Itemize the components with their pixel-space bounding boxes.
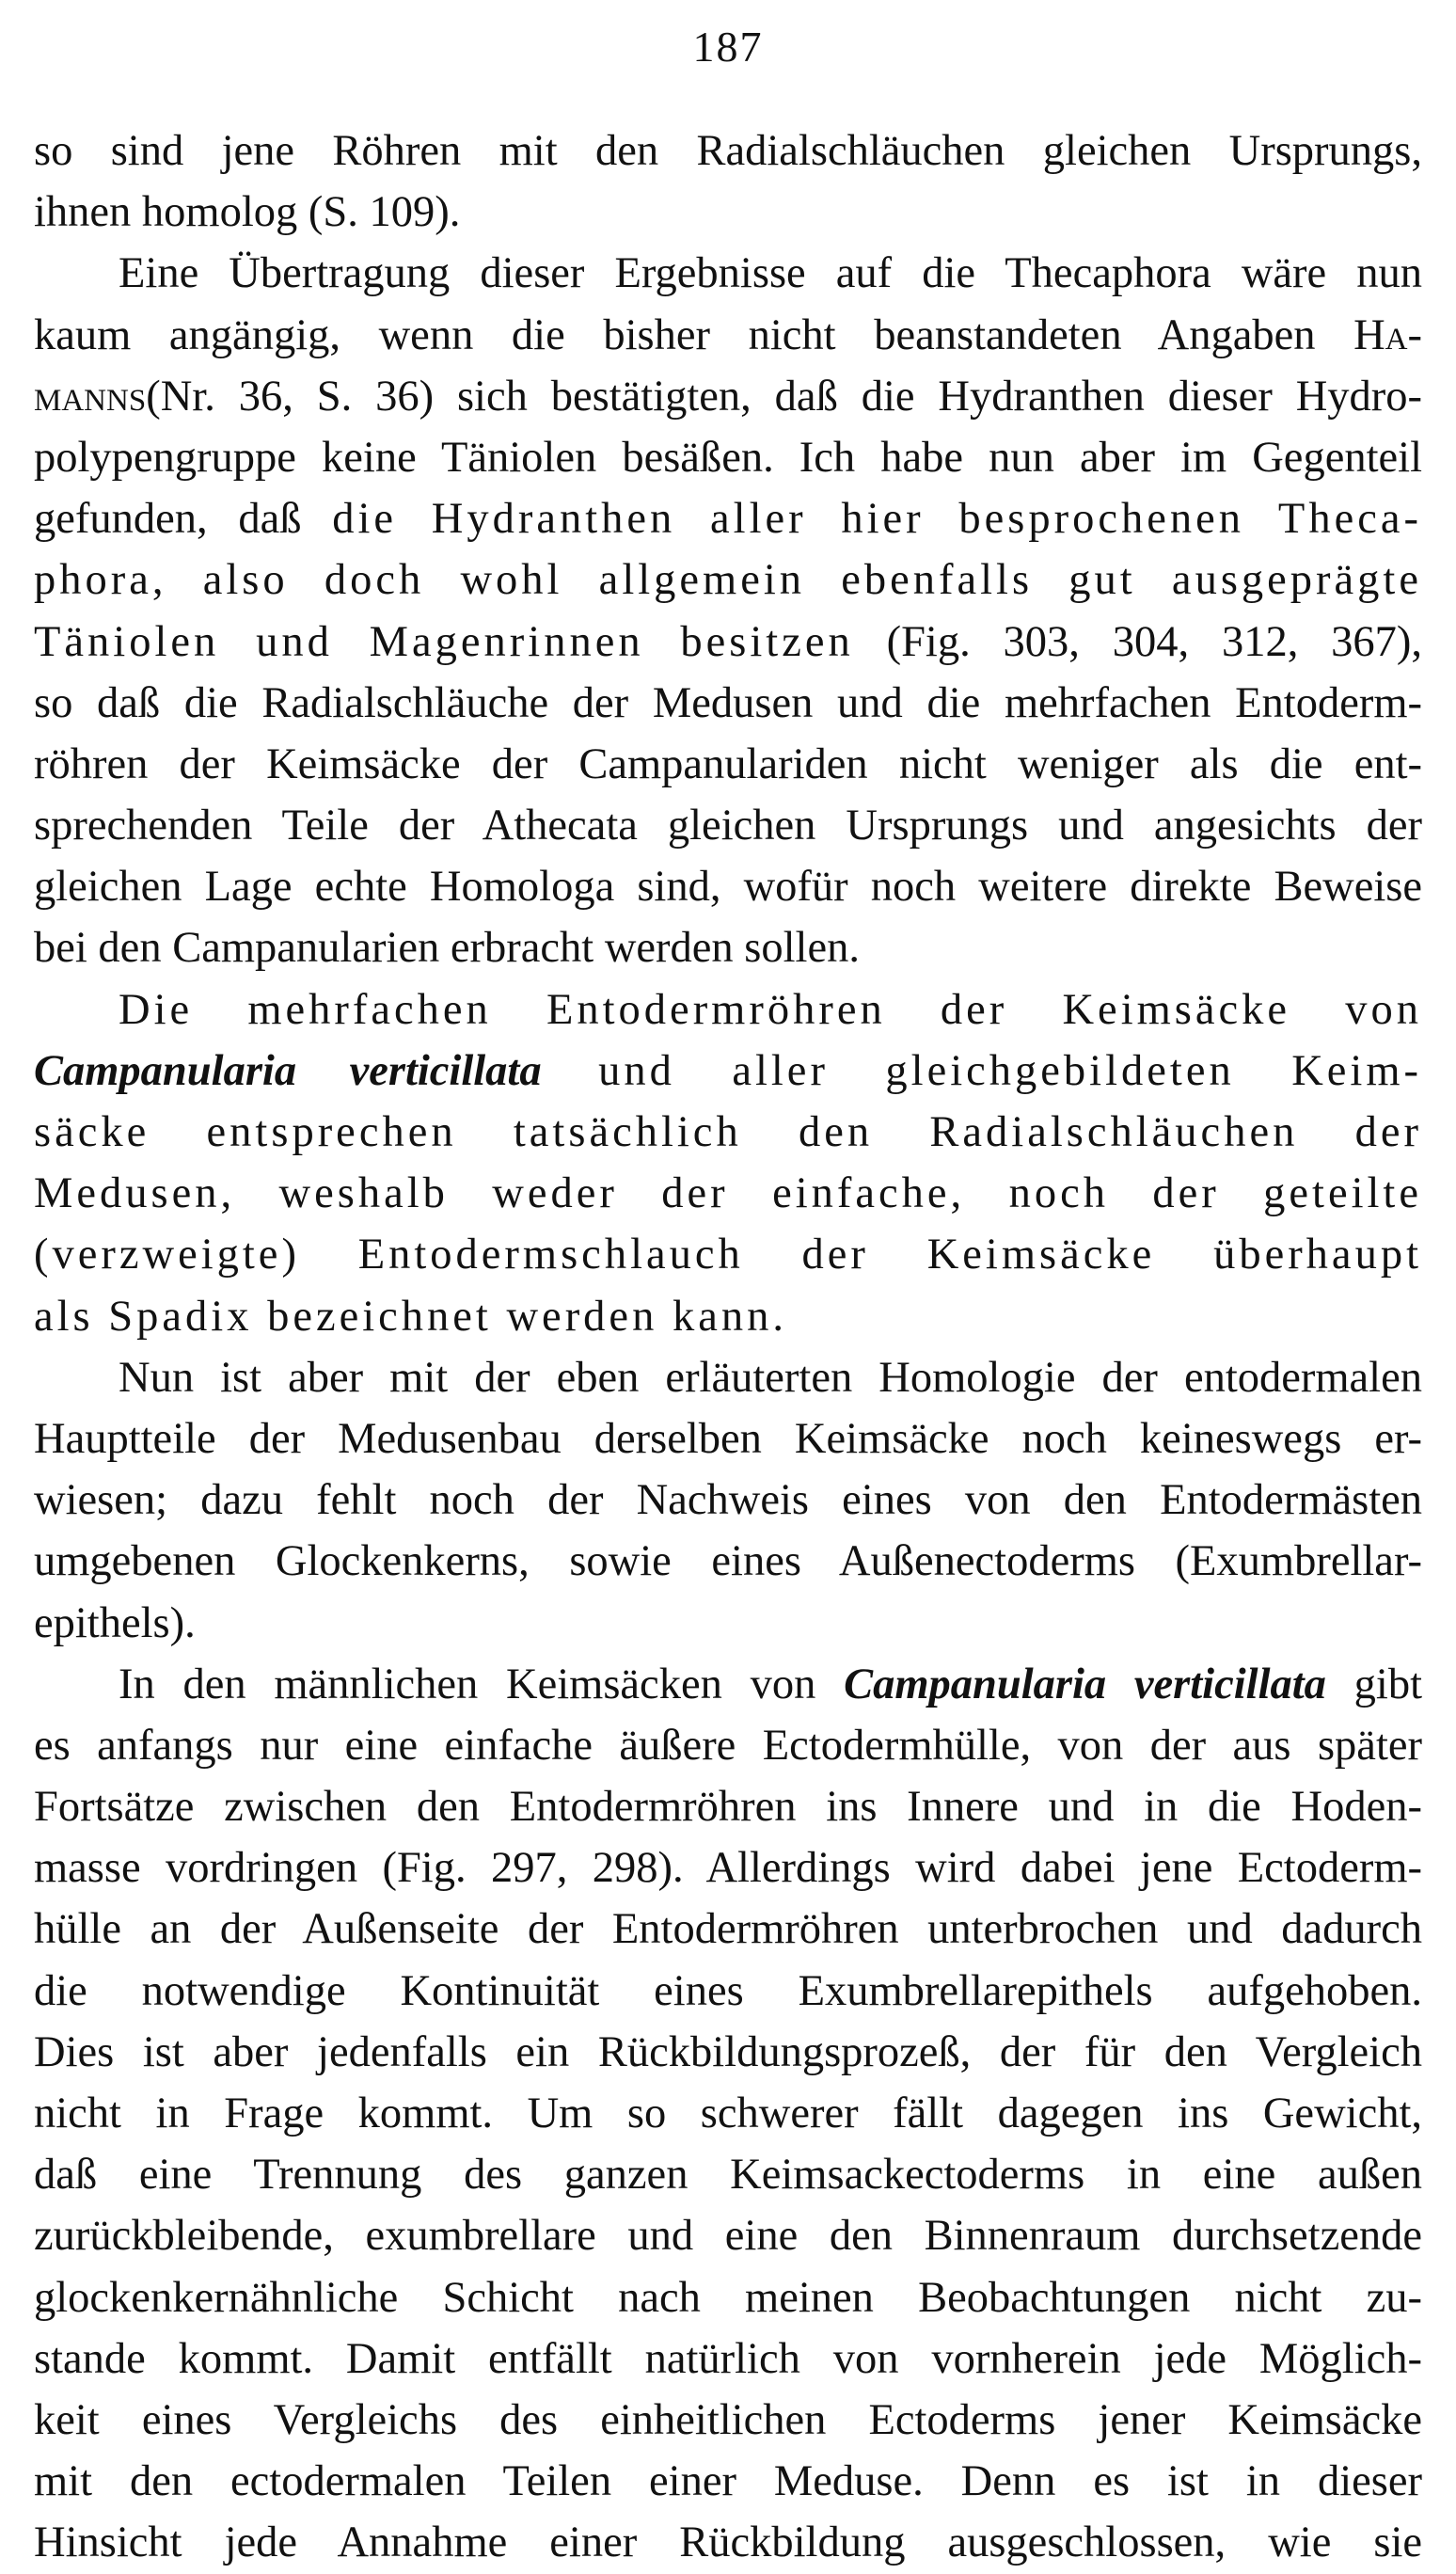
text-line (34, 243, 1422, 304)
text-line (34, 427, 1422, 488)
spaced-emphasis: Medusen, weshalb weder der einfache, noch der geteilte (34, 1169, 1422, 1218)
text-span: In den männlichen Keimsäcken von (119, 1660, 845, 1708)
text-line (34, 1593, 1422, 1654)
text-span: sprechenden Teile der Athecata gleichen Ursprungs und angesichts der (34, 802, 1422, 850)
text-line (34, 917, 1422, 978)
text-line (34, 1837, 1422, 1899)
text-line (34, 2267, 1422, 2328)
spaced-emphasis: die Hydranthen aller hier besprochenen Theca- (332, 495, 1422, 544)
text-span: es anfangs nur eine einfache äußere Ectodermhülle, von der aus später (34, 1721, 1422, 1770)
text-span: gefunden, daß (34, 495, 333, 544)
text-line (34, 2512, 1422, 2573)
text-line (34, 1470, 1422, 1531)
text-span: (Fig. 303, 304, 312, 367), (853, 617, 1423, 666)
text-line (34, 1102, 1422, 1163)
spaced-emphasis: und aller gleichgebildeten Keim- (541, 1046, 1422, 1095)
text-span: polypengruppe keine Täniolen besäßen. Ich habe nun aber im Gegenteil (34, 433, 1422, 482)
spaced-emphasis: als Spadix bezeichnet werden kann. (34, 1292, 787, 1341)
text-line (34, 1961, 1422, 2022)
text-span: keit eines Vergleichs des einheitlichen Ectoderms jener Keimsäcke (34, 2395, 1422, 2444)
body-text (34, 120, 1422, 2574)
text-line (34, 734, 1422, 795)
text-span: mit den ectodermalen Teilen einer Meduse. Denn es ist in dieser (34, 2457, 1422, 2506)
text-line (34, 120, 1422, 182)
text-line (34, 1776, 1422, 1837)
text-line (34, 1715, 1422, 1776)
text-span: glockenkernähnliche Schicht nach meinen Beobachtungen nicht zu- (34, 2273, 1422, 2322)
text-span: umgebenen Glockenkerns, sowie eines Außenectoderms (Exumbrellar- (34, 1537, 1422, 1586)
spaced-emphasis: säcke entsprechen tatsächlich den Radialschläuchen der (34, 1108, 1422, 1156)
text-span: Dies ist aber jedenfalls ein Rückbildungsprozeß, der für den Vergleich (34, 2027, 1422, 2076)
spaced-emphasis: Täniolen und Magenrinnen besitzen (34, 617, 854, 666)
text-line (34, 795, 1422, 856)
text-line (34, 1408, 1422, 1470)
text-span: die notwendige Kontinuität eines Exumbrellarepithels aufgehoben. (34, 1966, 1422, 2015)
text-line (34, 979, 1422, 1041)
text-span: Eine Übertragung dieser Ergebnisse auf die Thecaphora wäre nun (119, 249, 1422, 298)
text-line (34, 549, 1422, 611)
text-line (34, 488, 1422, 549)
italic-term: Campanularia verticillata (34, 1046, 542, 1095)
italic-term: Campanularia verticillata (844, 1660, 1326, 1708)
text-span: daß eine Trennung des ganzen Keimsackectoderms in eine außen (34, 2151, 1422, 2200)
text-span: Hauptteile der Medusenbau derselben Keimsäcke noch keineswegs er- (34, 1414, 1422, 1463)
text-line (34, 366, 1422, 427)
text-line (34, 612, 1422, 673)
text-span: nicht in Frage kommt. Um so schwerer fällt dagegen ins Gewicht, (34, 2089, 1422, 2137)
text-span: hülle an der Außenseite der Entodermröhren unterbrochen und dadurch (34, 1905, 1422, 1954)
text-span: (Nr. 36, S. 36) sich bestätigten, daß die Hydranthen dieser Hydro- (146, 372, 1422, 421)
text-span: wiesen; dazu fehlt noch der Nachweis eines von den Entodermästen (34, 1476, 1422, 1525)
text-line (34, 856, 1422, 917)
text-span: gleichen Lage echte Homologa sind, wofür noch weitere direkte Beweise (34, 863, 1422, 912)
text-line (34, 305, 1422, 366)
page-number: 187 (692, 23, 764, 71)
text-line (34, 1163, 1422, 1224)
text-span: masse vordringen (Fig. 297, 298). Allerdings wird dabei jene Ectoderm- (34, 1844, 1422, 1893)
text-span: stande kommt. Damit entfällt natürlich von vornherein jede Möglich- (34, 2334, 1422, 2383)
text-line (34, 1286, 1422, 1347)
text-span: so sind jene Röhren mit den Radialschläuchen gleichen Ursprungs, (34, 127, 1422, 175)
text-span: epithels). (34, 1598, 196, 1647)
text-span: Hinsicht jede Annahme einer Rückbildung ausgeschlossen, wie sie (34, 2518, 1422, 2567)
text-span: gibt (1325, 1660, 1422, 1708)
text-line (34, 673, 1422, 734)
text-span: Nun ist aber mit der eben erläuterten Homologie der entodermalen (119, 1353, 1422, 1402)
text-line (34, 2144, 1422, 2205)
text-span: kaum angängig, wenn die bisher nicht beanstandeten Angaben (34, 310, 1354, 359)
text-line (34, 2390, 1422, 2451)
text-line (34, 1347, 1422, 1408)
text-span: so daß die Radialschläuche der Medusen und die mehrfachen Entoderm- (34, 678, 1422, 727)
author-name: Ha- (1353, 310, 1422, 359)
text-span: Fortsätze zwischen den Entodermröhren ins Innere und in die Hoden- (34, 1783, 1422, 1832)
spaced-emphasis: phora, also doch wohl allgemein ebenfalls gut ausgeprägte (34, 556, 1422, 605)
text-line (34, 1531, 1422, 1592)
text-line (34, 2022, 1422, 2083)
text-span: ihnen homolog (S. 109). (34, 188, 461, 237)
text-span: zurückbleibende, exumbrellare und eine den Binnenraum durchsetzende (34, 2212, 1422, 2261)
author-name: manns (34, 372, 147, 421)
text-line (34, 1224, 1422, 1285)
text-line (34, 1041, 1422, 1102)
text-line (34, 2205, 1422, 2266)
text-span: röhren der Keimsäcke der Campanulariden nicht weniger als die ent- (34, 739, 1422, 788)
text-line (34, 1654, 1422, 1715)
text-span: bei den Campanularien erbracht werden sollen. (34, 924, 860, 973)
text-line (34, 1899, 1422, 1960)
spaced-emphasis: (verzweigte) Entodermschlauch der Keimsäcke überhaupt (34, 1231, 1422, 1279)
text-line (34, 2451, 1422, 2512)
text-line (34, 2083, 1422, 2144)
spaced-emphasis: Die mehrfachen Entodermröhren der Keimsäcke von (119, 985, 1422, 1034)
text-line (34, 182, 1422, 243)
text-line (34, 2328, 1422, 2390)
